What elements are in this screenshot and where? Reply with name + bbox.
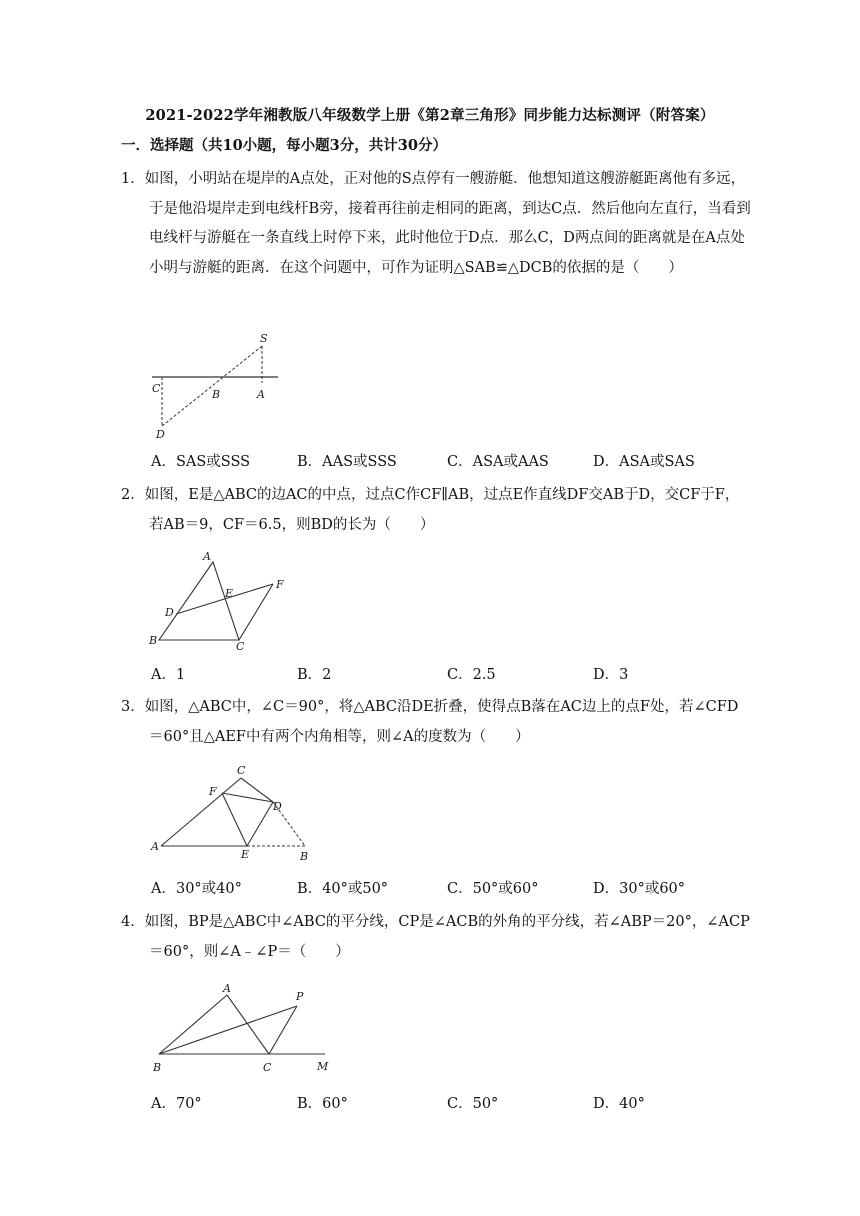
fig2-label-b: B	[149, 634, 158, 647]
q3-option-a[interactable]: A．30°或40°	[151, 881, 242, 897]
question-1-figure	[140, 330, 290, 445]
q2-option-c[interactable]: C．2.5	[447, 667, 496, 683]
fig1-label-b: B	[212, 388, 221, 401]
fig4-label-m: M	[317, 1060, 329, 1073]
fig3-label-c: C	[237, 764, 246, 777]
q3-option-c[interactable]: C．50°或60°	[447, 881, 539, 897]
fig1-label-c: C	[152, 382, 161, 395]
q1-option-a[interactable]: A．SAS或SSS	[151, 454, 251, 470]
fig3-label-b: B	[300, 850, 309, 863]
q4-option-d[interactable]: D．40°	[593, 1096, 645, 1112]
question-2	[121, 481, 751, 540]
q3-option-b[interactable]: B．40°或50°	[297, 881, 389, 897]
question-4	[121, 908, 751, 967]
question-4-text	[121, 908, 751, 967]
q3-option-d[interactable]: D．30°或60°	[593, 881, 686, 897]
q4-option-b[interactable]: B．60°	[297, 1096, 348, 1112]
question-1-number: 1．	[121, 171, 145, 187]
question-2-number: 2．	[121, 487, 145, 503]
fig2-label-d: D	[165, 606, 174, 619]
question-4-number: 4．	[121, 914, 145, 930]
q1-option-b[interactable]: B．AAS或SSS	[297, 454, 397, 470]
fig3-label-a: A	[151, 840, 159, 853]
fig2-label-e: E	[225, 587, 234, 600]
question-3-stem: 如图，△ABC中，∠C＝90°，将△ABC沿DE折叠，使得点B落在AC边上的点F处，若∠CFD＝60°且△AEF中有两个内角相等，则∠A的度数为（ ）	[144, 699, 739, 745]
question-3-options	[151, 877, 771, 901]
question-2-text	[121, 481, 751, 540]
question-4-options	[151, 1092, 771, 1116]
q1-option-d[interactable]: D．ASA或SAS	[593, 454, 695, 470]
fig4-label-b: B	[153, 1061, 162, 1074]
document-title: 2021-2022学年湘教版八年级数学上册《第2章三角形》同步能力达标测评（附答案）	[145, 107, 715, 124]
q4-option-a[interactable]: A．70°	[151, 1096, 202, 1112]
question-4-stem: 如图，BP是△ABC中∠ABC的平分线，CP是∠ACB的外角的平分线，若∠ABP＝20°，∠ACP＝60°，则∠A﹣∠P＝（ ）	[144, 914, 750, 960]
fig2-label-a: A	[203, 550, 211, 563]
question-3-number: 3．	[121, 699, 145, 715]
question-1	[121, 165, 751, 283]
fig2-label-c: C	[236, 640, 245, 653]
question-3-text	[121, 693, 751, 752]
question-3	[121, 693, 751, 752]
fig3-label-d: D	[273, 800, 282, 813]
q2-option-a[interactable]: A．1	[151, 667, 186, 683]
question-4-figure	[145, 978, 345, 1078]
question-1-options	[151, 450, 771, 474]
fig4-label-p: P	[296, 990, 304, 1003]
question-2-options	[151, 663, 771, 687]
fig1-label-a: A	[257, 388, 265, 401]
question-2-stem: 如图，E是△ABC的边AC的中点，过点C作CF∥AB，过点E作直线DF交AB于D，交CF于F，若AB＝9，CF＝6.5，则BD的长为（ ）	[144, 487, 740, 533]
q2-option-b[interactable]: B．2	[297, 667, 332, 683]
fig3-label-e: E	[241, 848, 250, 861]
question-3-figure	[145, 762, 320, 867]
fig1-label-d: D	[156, 428, 165, 441]
fig2-label-f: F	[276, 578, 284, 591]
q4-option-c[interactable]: C．50°	[447, 1096, 499, 1112]
question-1-stem: 如图，小明站在堤岸的A点处，正对他的S点停有一艘游艇．他想知道这艘游艇距离他有多远，于是他沿堤岸走到电线杆B旁，接着再往前走相同的距离，到达C点．然后他向左直行，当看到电线杆与游艇在一条直线上时停下来，此时他位于D点．那么C，D两点间的距离就是在A点处小明与游艇的距离．在这个问题中，可作为证明△SAB≌△DCB的依据的是（ ）	[144, 171, 751, 276]
fig4-label-a: A	[223, 982, 231, 995]
section-heading: 一．选择题（共10小题，每小题3分，共计30分）	[121, 137, 447, 154]
question-1-text	[121, 165, 751, 283]
fig3-label-f: F	[209, 785, 217, 798]
q1-option-c[interactable]: C．ASA或AAS	[447, 454, 549, 470]
question-2-figure	[145, 548, 295, 653]
fig1-label-s: S	[260, 332, 268, 345]
fig4-label-c: C	[263, 1061, 272, 1074]
q2-option-d[interactable]: D．3	[593, 667, 629, 683]
